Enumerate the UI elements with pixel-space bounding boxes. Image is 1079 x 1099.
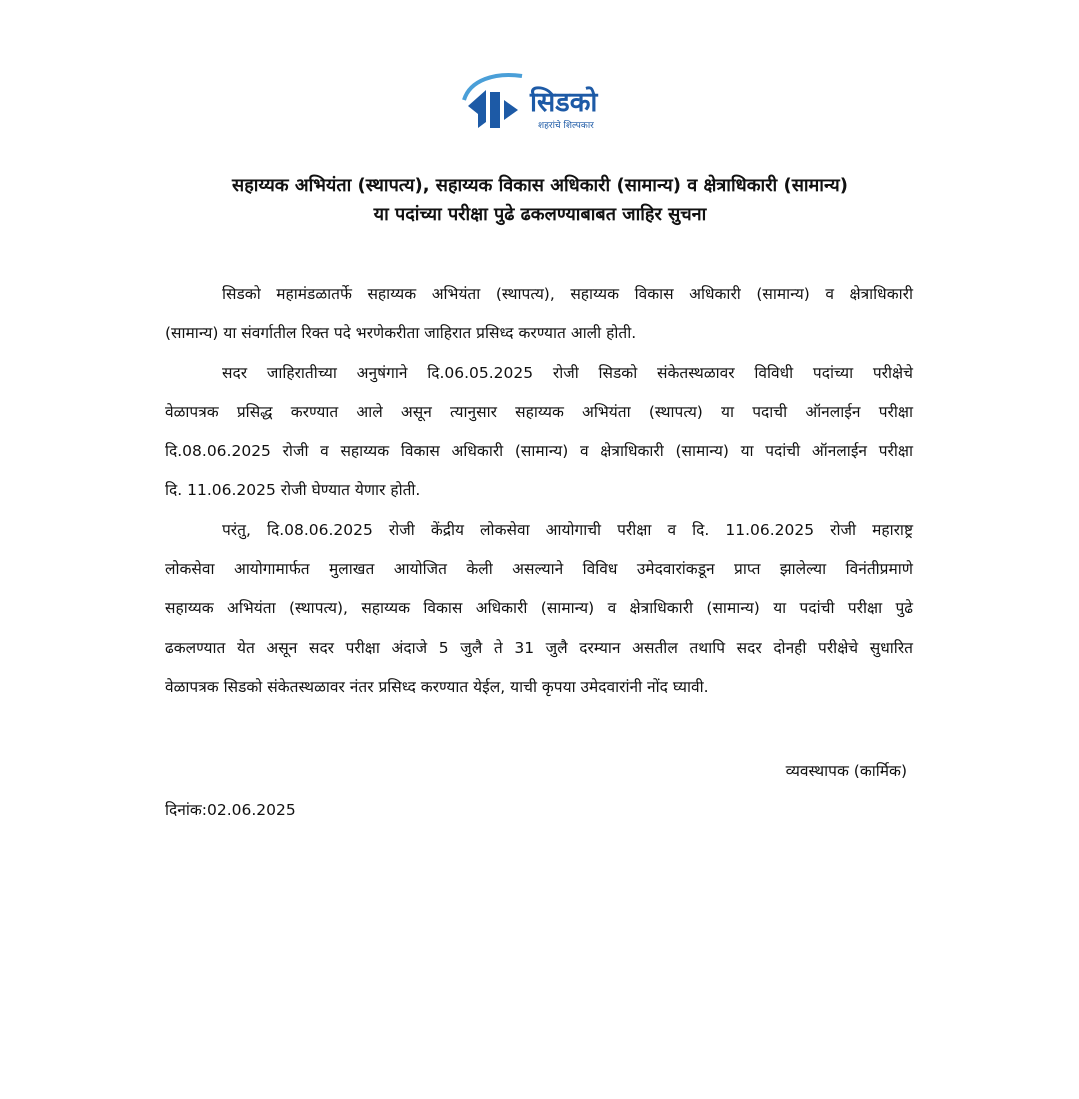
- logo-wordmark: सिडको: [530, 87, 598, 118]
- signature-designation: व्यवस्थापक (कार्मिक): [785, 762, 907, 780]
- notice-title-line-2: या पदांच्या परीक्षा पुढे ढकलण्याबाबत जाहिर सुचना: [373, 204, 707, 225]
- paragraph-line: (सामान्य) या संवर्गातील रिक्त पदे भरणेकरीता जाहिरात प्रसिध्द करण्यात आली होती.: [165, 324, 637, 342]
- paragraph-line: दि.08.06.2025 रोजी व सहाय्यक विकास अधिकारी (सामान्य) व क्षेत्राधिकारी (सामान्य) या पदांची ऑनलाईन परीक्षा: [165, 442, 913, 460]
- paragraph-line: ढकलण्यात येत असून सदर परीक्षा अंदाजे 5 जुलै ते 31 जुलै दरम्यान असतील तथापि सदर दोनही परीक्षेचे सुधारित: [165, 639, 913, 657]
- cidco-logo: [460, 70, 630, 138]
- cidco-emblem-icon: [460, 70, 530, 138]
- paragraph-line: दि. 11.06.2025 रोजी घेण्यात येणार होती.: [165, 481, 421, 499]
- logo-tagline: शहरांचे शिल्पकार: [538, 121, 594, 131]
- paragraph-line: लोकसेवा आयोगामार्फत मुलाखत आयोजित केली असल्याने विविध उमेदवारांकडून प्राप्त झालेल्या विनंतीप्रमाणे: [165, 560, 913, 578]
- paragraph-line: सदर जाहिरातीच्या अनुषंगाने दि.06.05.2025 रोजी सिडको संकेतस्थळावर विविधी पदांच्या परीक्षेचे: [222, 364, 913, 382]
- paragraph-line: वेळापत्रक सिडको संकेतस्थळावर नंतर प्रसिध्द करण्यात येईल, याची कृपया उमेदवारांनी नोंद घ्यावी.: [165, 678, 709, 696]
- paragraph-line: परंतु, दि.08.06.2025 रोजी केंद्रीय लोकसेवा आयोगाची परीक्षा व दि. 11.06.2025 रोजी महाराष्ट्र: [222, 521, 913, 539]
- notice-date: दिनांक:02.06.2025: [165, 801, 296, 819]
- paragraph-line: सहाय्यक अभियंता (स्थापत्य), सहाय्यक विकास अधिकारी (सामान्य) व क्षेत्राधिकारी (सामान्य) या पदांची परीक्षा पुढे: [165, 599, 913, 617]
- paragraph-line: वेळापत्रक प्रसिद्ध करण्यात आले असून त्यानुसार सहाय्यक अभियंता (स्थापत्य) या पदाची ऑनलाईन परीक्षा: [165, 403, 913, 421]
- paragraph-line: सिडको महामंडळातर्फे सहाय्यक अभियंता (स्थापत्य), सहाय्यक विकास अधिकारी (सामान्य) व क्षेत्राधिकारी: [222, 285, 913, 303]
- notice-title-line-1: सहाय्यक अभियंता (स्थापत्य), सहाय्यक विकास अधिकारी (सामान्य) व क्षेत्राधिकारी (सामान्य): [232, 175, 848, 196]
